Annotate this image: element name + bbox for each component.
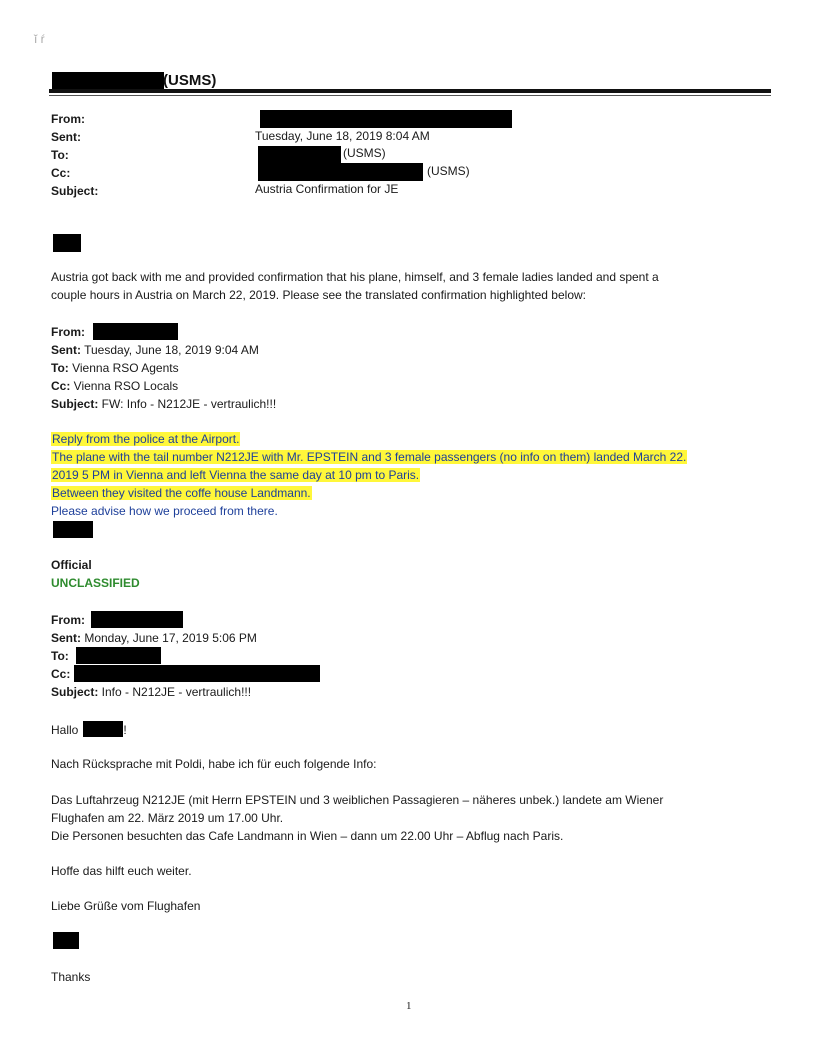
german-paragraph: Die Personen besuchten das Cafe Landmann in Wien – dann um 22.00 Uhr – Abflug nach Paris. (51, 829, 564, 843)
subject-label: Subject: (51, 184, 99, 198)
reply-line (51, 486, 312, 500)
reply-highlight: 2019 5 PM in Vienna and left Vienna the same day at 10 pm to Paris. (52, 468, 420, 482)
fwd1-to-value: Vienna RSO Agents (68, 361, 179, 375)
fwd1-cc-label: Cc: (51, 379, 71, 393)
german-paragraph: Liebe Grüße vom Flughafen (51, 899, 201, 913)
redaction-block (83, 721, 123, 737)
to-label: To: (51, 148, 69, 162)
fwd1-from (51, 325, 85, 339)
fwd1-subject-value: FW: Info - N212JE - vertraulich!!! (98, 397, 277, 411)
fwd1-sent-label: Sent: (51, 343, 81, 357)
fwd1-subject-label: Subject: (51, 397, 99, 411)
fwd2-subject-value: Info - N212JE - vertraulich!!! (98, 685, 252, 699)
intro-line: couple hours in Austria on March 22, 2019. Please see the translated confirmation highlighted below: (51, 288, 586, 302)
fwd2-from-label: From: (51, 613, 85, 627)
to-value: (USMS) (343, 146, 386, 160)
greeting-end: ! (123, 723, 127, 737)
redaction-block (76, 647, 161, 664)
fwd1-from-label: From: (51, 325, 85, 339)
german-greeting (51, 721, 127, 737)
redaction-block (258, 146, 341, 164)
header-rule (49, 89, 771, 93)
fwd2-cc (51, 667, 70, 681)
reply-highlight: Reply from the police at the Airport. (52, 432, 240, 446)
fwd2-cc-label: Cc: (51, 667, 71, 681)
redaction-block (93, 323, 178, 340)
fwd1-sent-value: Tuesday, June 18, 2019 9:04 AM (81, 343, 259, 357)
cc-value: (USMS) (427, 164, 470, 178)
sent-value: Tuesday, June 18, 2019 8:04 AM (255, 129, 430, 143)
fwd1-to-label: To: (51, 361, 69, 375)
fwd1-sent (51, 343, 259, 357)
fwd2-sent (51, 631, 257, 645)
redaction-block (52, 72, 164, 90)
redaction-block (258, 163, 423, 181)
fwd1-to (51, 361, 179, 375)
reply-highlight: Between they visited the coffe house Landmann. (52, 486, 311, 500)
cc-label: Cc: (51, 166, 71, 180)
redaction-block (74, 665, 320, 682)
fwd2-subject-label: Subject: (51, 685, 99, 699)
intro-line: Austria got back with me and provided confirmation that his plane, himself, and 3 female ladies landed and spent a (51, 270, 659, 284)
fwd2-sent-value: Monday, June 17, 2019 5:06 PM (81, 631, 257, 645)
fwd2-to (51, 649, 69, 663)
german-paragraph: Nach Rücksprache mit Poldi, habe ich für euch folgende Info: (51, 757, 377, 771)
redaction-block (53, 521, 93, 538)
redaction-block (260, 110, 512, 128)
german-paragraph: Das Luftahrzeug N212JE (mit Herrn EPSTEIN und 3 weiblichen Passagieren – näheres unbek.) landete am Wiener (51, 793, 664, 807)
reply-line (51, 468, 420, 482)
fwd2-to-label: To: (51, 649, 69, 663)
fwd1-cc-value: Vienna RSO Locals (70, 379, 179, 393)
fwd1-subject (51, 397, 276, 411)
closing-text: Thanks (51, 970, 91, 984)
header-title: (USMS) (163, 72, 217, 89)
sent-label: Sent: (51, 130, 81, 144)
fwd1-cc (51, 379, 178, 393)
header-rule-thin (49, 95, 771, 96)
fwd2-from (51, 613, 85, 627)
page-number: 1 (406, 1000, 412, 1012)
greeting-word: Hallo (51, 723, 79, 737)
classification-official: Official (51, 558, 92, 572)
redaction-block (91, 611, 183, 628)
reply-highlight: The plane with the tail number N212JE with Mr. EPSTEIN and 3 female passengers (no info on them) landed March 22. (52, 450, 687, 464)
german-paragraph: Flughafen am 22. März 2019 um 17.00 Uhr. (51, 811, 284, 825)
fwd2-subject (51, 685, 251, 699)
redaction-block (53, 234, 81, 252)
reply-line (51, 432, 240, 446)
reply-line: Please advise how we proceed from there. (51, 504, 278, 518)
scan-mark: ĭ ŕ (34, 32, 45, 46)
subject-value: Austria Confirmation for JE (255, 182, 399, 196)
from-label: From: (51, 112, 85, 126)
redaction-block (53, 932, 79, 949)
reply-line (51, 450, 687, 464)
classification-level: UNCLASSIFIED (51, 576, 140, 590)
fwd2-sent-label: Sent: (51, 631, 81, 645)
german-paragraph: Hoffe das hilft euch weiter. (51, 864, 192, 878)
